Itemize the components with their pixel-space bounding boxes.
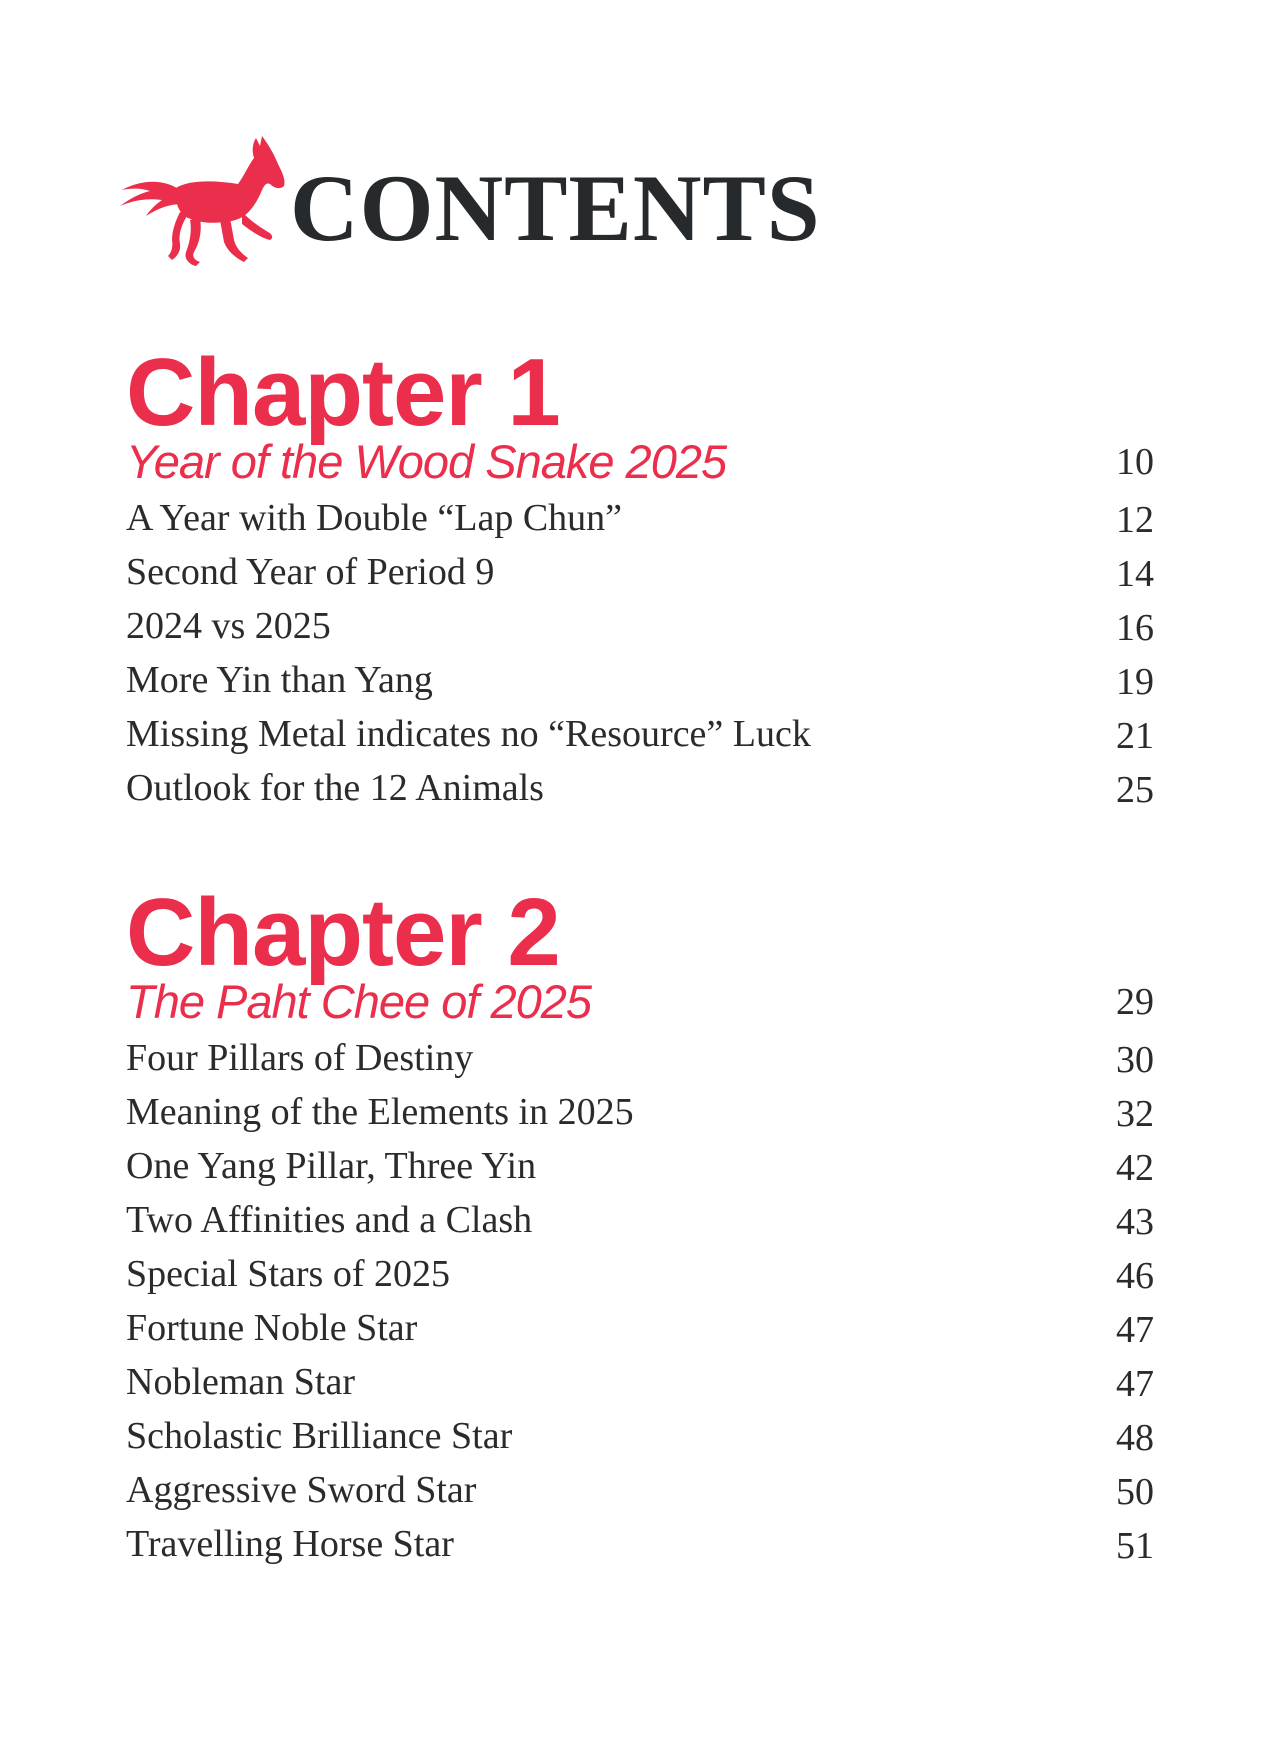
toc-entry-title: Meaning of the Elements in 2025 [126,1091,634,1133]
toc-entry-title: Special Stars of 2025 [126,1253,451,1295]
toc-entry[interactable] [126,653,1154,707]
page-number: 12 [1116,499,1154,541]
toc-entry[interactable] [126,1085,1154,1139]
toc-entry-list [126,1031,1154,1571]
toc-entry[interactable] [126,491,1154,545]
chapter-heading: Chapter 2 [126,879,560,986]
chapter-subtitle: The Paht Chee of 2025 [126,975,592,1028]
toc-entry-title: Missing Metal indicates no “Resource” Luck [126,713,811,755]
page-number: 51 [1116,1525,1154,1567]
page-number: 50 [1116,1471,1154,1513]
horse-icon [118,128,288,268]
toc-entry-title: Second Year of Period 9 [126,551,495,593]
chapter-heading: Chapter 1 [126,339,560,446]
toc-entry-title: Travelling Horse Star [126,1523,454,1565]
page-number: 43 [1116,1201,1154,1243]
page-number: 16 [1116,607,1154,649]
toc-entry[interactable] [126,1517,1154,1571]
chapter-2-section [126,879,1154,1571]
page-number: 10 [1116,441,1154,483]
toc-entry[interactable] [126,1355,1154,1409]
chapter-subtitle: Year of the Wood Snake 2025 [126,435,727,488]
toc-entry[interactable] [126,545,1154,599]
toc-entry-title: Outlook for the 12 Animals [126,767,544,809]
page-number: 47 [1116,1363,1154,1405]
toc-entry-title: Scholastic Brilliance Star [126,1415,513,1457]
page-number: 42 [1116,1147,1154,1189]
toc-entry-title: Nobleman Star [126,1361,356,1403]
page-number: 48 [1116,1417,1154,1459]
toc-entry[interactable] [126,599,1154,653]
toc-entry[interactable] [126,707,1154,761]
page-number: 21 [1116,715,1154,757]
contents-header [118,128,821,268]
toc-entry[interactable] [126,1409,1154,1463]
page-number: 30 [1116,1039,1154,1081]
toc-entry[interactable] [126,1193,1154,1247]
page-number: 25 [1116,769,1154,811]
toc-entry-list [126,491,1154,815]
page-number: 47 [1116,1309,1154,1351]
page-title: CONTENTS [290,154,821,261]
page-number: 29 [1116,981,1154,1023]
chapter-1-section [126,339,1154,815]
page-number: 19 [1116,661,1154,703]
toc-entry-title: 2024 vs 2025 [126,605,331,647]
toc-entry[interactable] [126,1301,1154,1355]
toc-entry-title: Four Pillars of Destiny [126,1037,474,1079]
toc-entry[interactable] [126,1139,1154,1193]
page-number: 14 [1116,553,1154,595]
toc-entry[interactable] [126,1463,1154,1517]
toc-entry-title: A Year with Double “Lap Chun” [126,497,623,539]
toc-entry-title: More Yin than Yang [126,659,433,701]
toc-entry[interactable] [126,1031,1154,1085]
page-number: 46 [1116,1255,1154,1297]
page-number: 32 [1116,1093,1154,1135]
chapter-subtitle-row[interactable] [126,973,1154,1031]
toc-entry-title: Fortune Noble Star [126,1307,418,1349]
toc-entry[interactable] [126,1247,1154,1301]
toc-entry-title: Aggressive Sword Star [126,1469,477,1511]
toc-entry-title: Two Affinities and a Clash [126,1199,533,1241]
chapter-subtitle-row[interactable] [126,433,1154,491]
toc-entry[interactable] [126,761,1154,815]
toc-entry-title: One Yang Pillar, Three Yin [126,1145,537,1187]
